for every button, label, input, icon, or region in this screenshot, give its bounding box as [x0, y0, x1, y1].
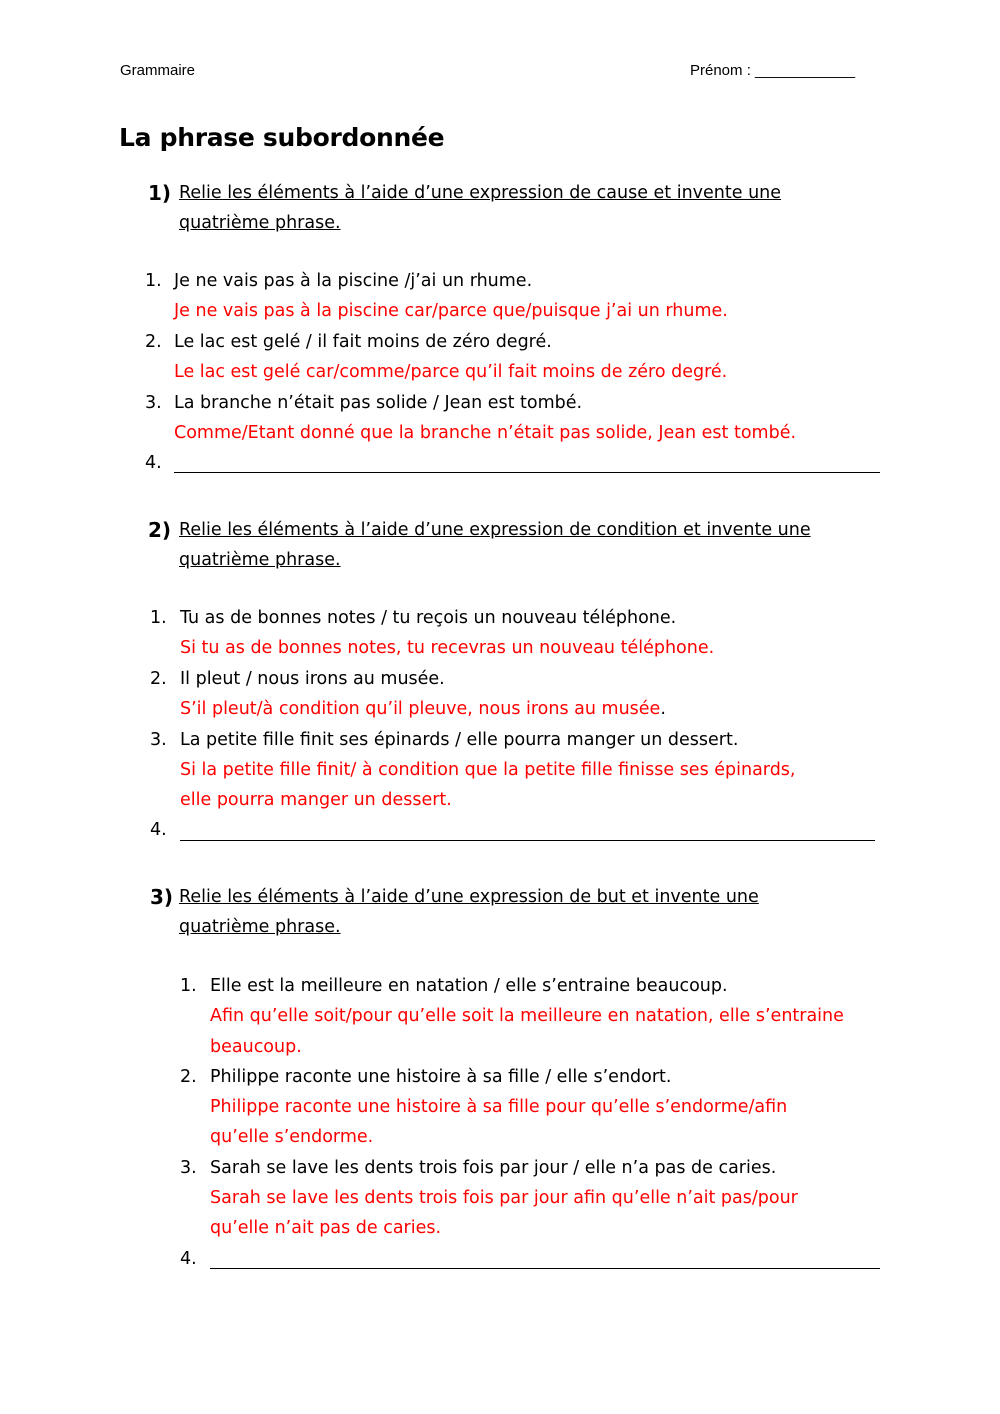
answer-line: Si la petite fille finit/ à condition que la petite fille finisse ses épinards,	[180, 760, 796, 780]
exercise-prompt: Il pleut / nous irons au musée.	[180, 669, 445, 689]
answer-line: Sarah se lave les dents trois fois par jour afin qu’elle n’ait pas/pour	[210, 1188, 798, 1208]
section-3-number: 3)	[150, 885, 174, 909]
subject-label: Grammaire	[120, 62, 196, 79]
section-1-instruction	[179, 178, 781, 238]
exercise-prompt: Le lac est gelé / il fait moins de zéro degré.	[174, 332, 552, 352]
item-number: 2.	[180, 1067, 197, 1087]
item-number: 3.	[180, 1158, 197, 1178]
answer-line: qu’elle n’ait pas de caries.	[210, 1218, 442, 1238]
item-number: 4.	[180, 1249, 197, 1269]
item-number: 3.	[145, 393, 162, 413]
answer-blank-line	[174, 472, 880, 473]
exercise-prompt: La petite fille finit ses épinards / elle pourra manger un dessert.	[180, 730, 739, 750]
item-number: 1.	[150, 608, 167, 628]
answer-line: Je ne vais pas à la piscine car/parce que/puisque j’ai un rhume.	[174, 301, 728, 321]
answer-line: qu’elle s’endorme.	[210, 1127, 374, 1147]
answer-blank-line	[180, 840, 875, 841]
answer-period: .	[660, 699, 666, 719]
instruction-line: quatrième phrase.	[179, 917, 341, 937]
instruction-line: Relie les éléments à l’aide d’une expression de cause et invente une	[179, 183, 782, 203]
item-number: 2.	[150, 669, 167, 689]
name-blank: ____________	[755, 62, 856, 79]
answer-line: Afin qu’elle soit/pour qu’elle soit la meilleure en natation, elle s’entraine	[210, 1006, 844, 1026]
answer-line: Si tu as de bonnes notes, tu recevras un nouveau téléphone.	[180, 638, 715, 658]
instruction-line: Relie les éléments à l’aide d’une expression de condition et invente une	[179, 520, 811, 540]
item-number: 4.	[150, 820, 167, 840]
answer-line: Le lac est gelé car/comme/parce qu’il fait moins de zéro degré.	[174, 362, 728, 382]
exercise-prompt: Philippe raconte une histoire à sa fille / elle s’endort.	[210, 1067, 672, 1087]
item-number: 4.	[145, 453, 162, 473]
exercise-prompt: Je ne vais pas à la piscine /j’ai un rhume.	[174, 271, 533, 291]
exercise-prompt: Sarah se lave les dents trois fois par jour / elle n’a pas de caries.	[210, 1158, 777, 1178]
section-2-number: 2)	[148, 518, 172, 542]
answer-line: Comme/Etant donné que la branche n’était pas solide, Jean est tombé.	[174, 423, 797, 443]
item-number: 3.	[150, 730, 167, 750]
item-number: 1.	[145, 271, 162, 291]
name-field	[690, 62, 855, 79]
exercise-prompt: La branche n’était pas solide / Jean est tombé.	[174, 393, 583, 413]
answer-text: S’il pleut/à condition qu’il pleuve, nous irons au musée	[180, 699, 661, 719]
page-title: La phrase subordonnée	[119, 123, 445, 152]
section-1-number: 1)	[148, 181, 172, 205]
answer-blank-line	[210, 1268, 880, 1269]
name-label: Prénom :	[690, 62, 756, 79]
item-number: 1.	[180, 976, 197, 996]
exercise-prompt: Tu as de bonnes notes / tu reçois un nouveau téléphone.	[180, 608, 677, 628]
answer-line: beaucoup.	[210, 1037, 302, 1057]
item-number: 2.	[145, 332, 162, 352]
instruction-line: quatrième phrase.	[179, 213, 341, 233]
section-2-instruction	[179, 515, 811, 575]
answer-line	[180, 699, 666, 719]
exercise-prompt: Elle est la meilleure en natation / elle s’entraine beaucoup.	[210, 976, 728, 996]
answer-line: elle pourra manger un dessert.	[180, 790, 452, 810]
section-3-instruction	[179, 882, 759, 942]
instruction-line: quatrième phrase.	[179, 550, 341, 570]
instruction-line: Relie les éléments à l’aide d’une expression de but et invente une	[179, 887, 759, 907]
answer-line: Philippe raconte une histoire à sa fille pour qu’elle s’endorme/afin	[210, 1097, 788, 1117]
